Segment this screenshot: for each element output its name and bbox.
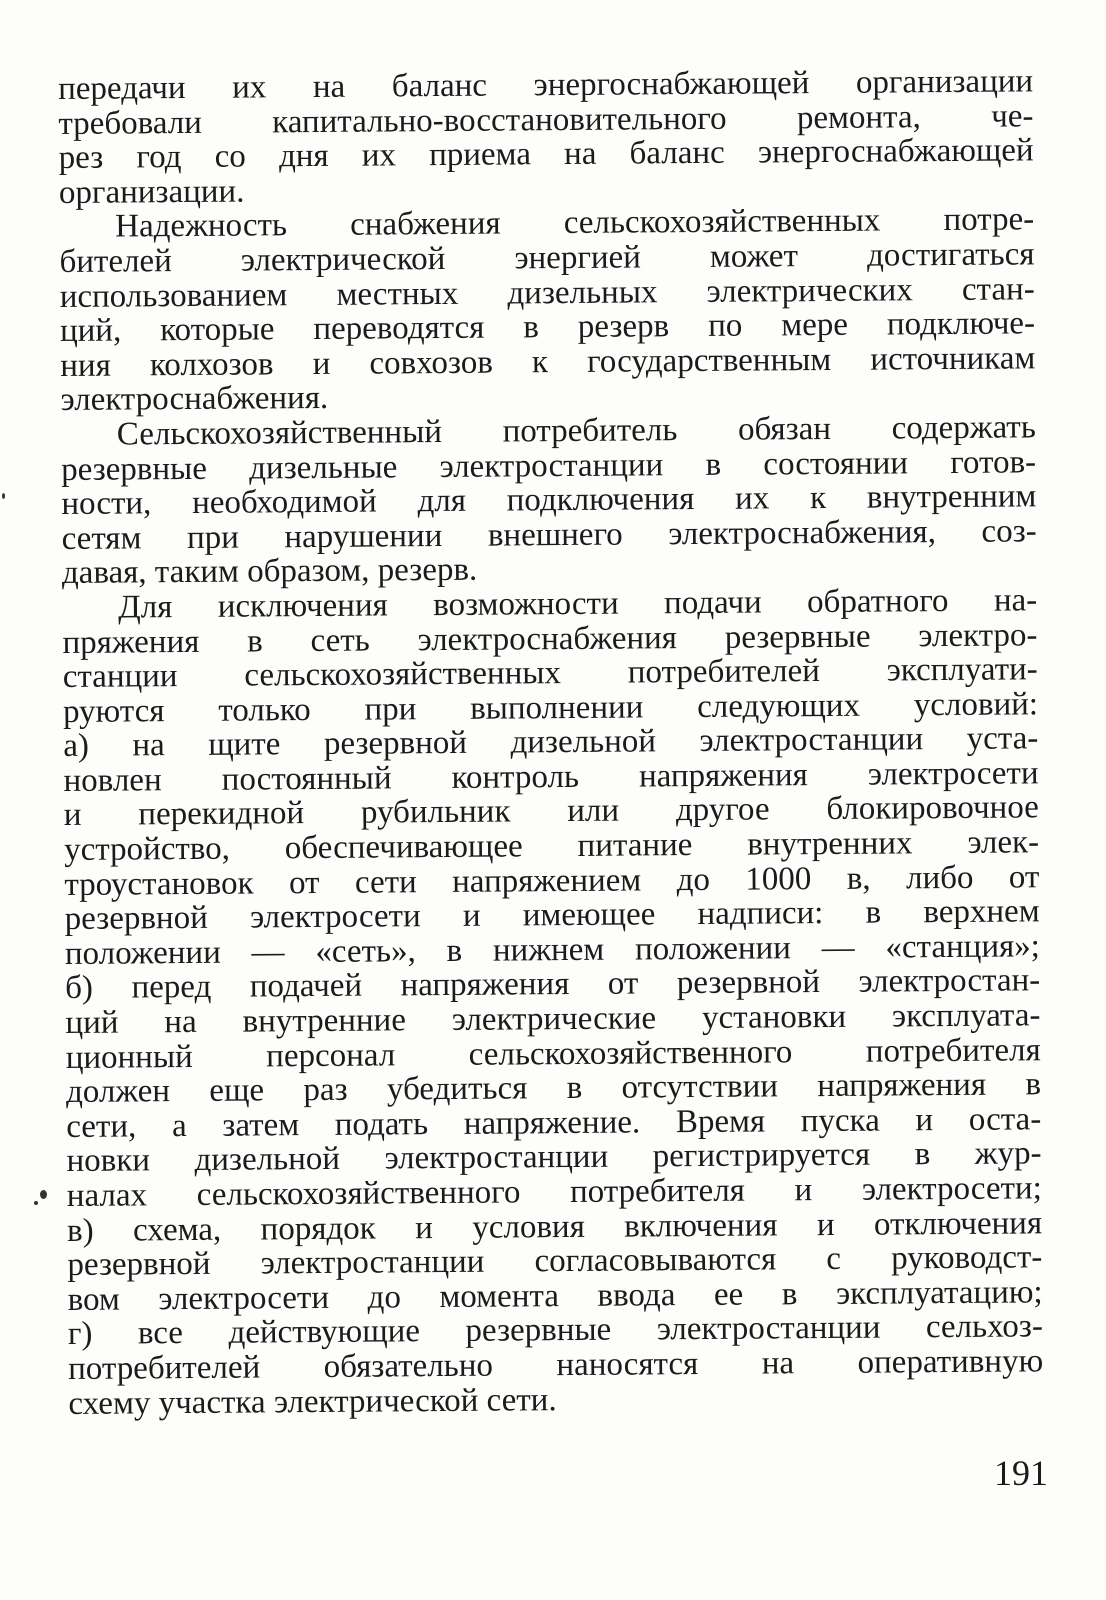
text-line: Для исключения возможности подачи обратного на- (118, 582, 1038, 626)
text-line: потребителей обязательно наносятся на оперативную (68, 1343, 1044, 1387)
text-line: бителей электрической энергией может достигаться (59, 236, 1035, 280)
text-line: ций на внутренние электрические установки эксплуата- (65, 997, 1041, 1042)
text-line: требовали капитально-восстановительного ремонта, че- (58, 97, 1034, 142)
text-line: ционный персонал сельскохозяйственного потребителя (65, 1031, 1041, 1076)
text-line: б) перед подачей напряжения от резервной электростан- (65, 962, 1041, 1007)
text-line: резервные дизельные электростанции в состоянии готов- (60, 443, 1037, 488)
text-line: использованием местных дизельных электрических стан- (59, 270, 1035, 315)
text-line: налах сельскохозяйственного потребителя и электросети; (66, 1170, 1042, 1214)
text-line: сетям при нарушении внешнего электроснабжения, соз- (61, 513, 1037, 557)
text-line: и перекидной рубильник или другое блокировочное (63, 789, 1039, 834)
text-line: новлен постоянный контроль напряжения электросети (63, 755, 1039, 799)
text-line: организации. (58, 173, 245, 211)
text-line: Сельскохозяйственный потребитель обязан содержать (116, 409, 1036, 453)
text-line: должен еще раз убедиться в отсутствии напряжения в (65, 1066, 1042, 1111)
text-line: вом электросети до момента ввода ее в эксплуатацию; (67, 1274, 1043, 1318)
text-line: передачи их на баланс энергоснабжающей организации (57, 63, 1034, 107)
text-line: станции сельскохозяйственных потребителей эксплуати- (62, 651, 1038, 696)
text-line: давая, таким образом, резерв. (61, 552, 478, 592)
print-speck (40, 1190, 47, 1199)
text-line: ности, необходимой для подключения их к внутренним (61, 478, 1037, 523)
text-line: г) все действующие резервные электростанции сельхоз- (67, 1308, 1044, 1353)
paragraph (59, 203, 1036, 418)
body-text (58, 64, 1044, 1421)
paragraph (62, 583, 1043, 1421)
text-line: резервной электростанции согласовываются с руководст- (67, 1239, 1043, 1284)
text-line: схему участка электрической сети. (68, 1381, 557, 1422)
page-number: 191 (994, 1453, 1048, 1493)
print-speck (2, 493, 5, 499)
text-line: руются только при выполнении следующих условий: (62, 686, 1039, 730)
paragraph (58, 64, 1034, 210)
text-line: ния колхозов и совхозов к государственным источникам (60, 340, 1036, 384)
text-line: новки дизельной электростанции регистрируется в жур- (66, 1135, 1042, 1180)
text-line: резервной электросети и имеющее надписи: в верхнем (64, 893, 1040, 938)
print-speck (34, 1201, 38, 1205)
text-line: электроснабжения. (60, 380, 329, 419)
text-line: Надежность снабжения сельскохозяйственных потре- (115, 201, 1035, 245)
text-line: положении — «сеть», в нижнем положении — «станция»; (64, 928, 1041, 972)
text-line: а) на щите резервной дизельной электростанции уста- (63, 720, 1039, 765)
text-line: устройство, обеспечивающее питание внутренних элек- (63, 824, 1040, 869)
text-line: троустановок от сети напряжением до 1000 в, либо от (64, 858, 1040, 903)
text-line: ций, которые переводятся в резерв по мере подключе- (59, 305, 1036, 350)
paragraph (61, 410, 1037, 591)
text-line: в) схема, порядок и условия включения и отключения (66, 1204, 1043, 1249)
text-line: пряжения в сеть электроснабжения резервные электро- (62, 616, 1038, 661)
text-line: рез год со дня их приема на баланс энергоснабжающей (58, 132, 1034, 177)
text-line: сети, а затем подать напряжение. Время пуска и оста- (66, 1101, 1042, 1145)
